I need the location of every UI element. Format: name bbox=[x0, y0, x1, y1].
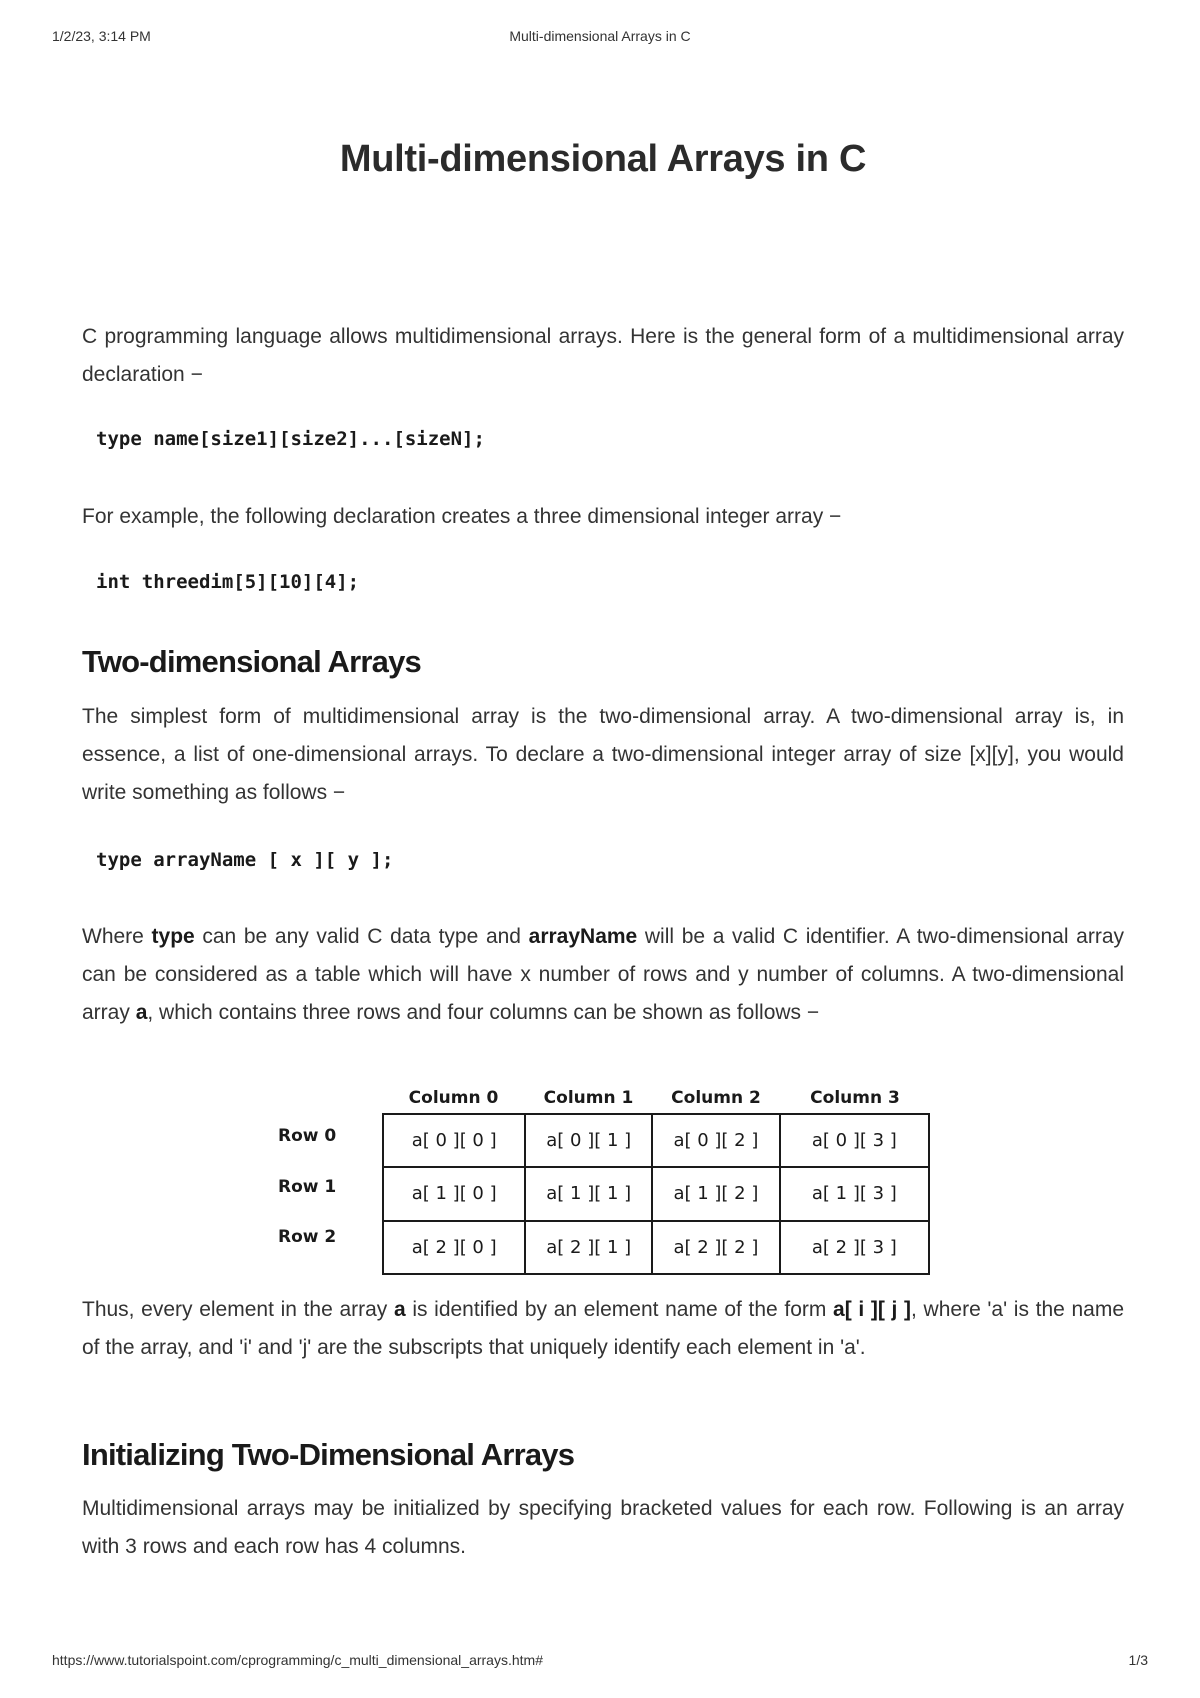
row-header-0: Row 0 bbox=[278, 1126, 337, 1146]
column-header-2: Column 2 bbox=[671, 1088, 761, 1108]
keyword-arrayname: arrayName bbox=[528, 925, 638, 948]
two-dim-paragraph: The simplest form of multidimensional array is the two-dimensional array. A two-dimensional array is, in essence, a list of one-dimensional arrays. To declare a two-dimensional integer array of size [x][y], you would write something as follows − bbox=[82, 705, 1124, 804]
grid-cell: a[ 1 ][ 0 ] bbox=[383, 1167, 525, 1220]
row-header-1: Row 1 bbox=[278, 1177, 337, 1197]
page-number: 1/3 bbox=[1128, 1652, 1148, 1668]
heading-two-dimensional-arrays: Two-dimensional Arrays bbox=[82, 644, 421, 679]
keyword-type: type bbox=[151, 925, 195, 948]
grid-cell: a[ 1 ][ 1 ] bbox=[525, 1167, 652, 1220]
grid-cell: a[ 0 ][ 2 ] bbox=[652, 1114, 780, 1167]
initializing-paragraph: Multidimensional arrays may be initialized by specifying bracketed values for each row. Following is an array with 3 rows and each row has 4 columns. bbox=[82, 1497, 1124, 1558]
keyword-element-form: a[ i ][ j ] bbox=[833, 1298, 912, 1321]
grid-cell: a[ 2 ][ 3 ] bbox=[780, 1221, 929, 1274]
code-general-declaration: type name[size1][size2]...[sizeN]; bbox=[96, 428, 485, 450]
page-title: Multi-dimensional Arrays in C bbox=[339, 138, 867, 180]
grid-cell: a[ 1 ][ 3 ] bbox=[780, 1167, 929, 1220]
print-date: 1/2/23, 3:14 PM bbox=[52, 28, 151, 44]
column-header-3: Column 3 bbox=[810, 1088, 900, 1108]
grid-cell: a[ 2 ][ 2 ] bbox=[652, 1221, 780, 1274]
print-document-title: Multi-dimensional Arrays in C bbox=[509, 28, 691, 44]
code-threedim-declaration: int threedim[5][10][4]; bbox=[96, 571, 360, 593]
grid-cell: a[ 2 ][ 1 ] bbox=[525, 1221, 652, 1274]
two-dim-explanation-paragraph: Where type can be any valid C data type and arrayName will be a valid C identifier. A two-dimensional array can be considered as a table which will have x number of rows and y number of columns. A two-dimensional array a, which contains three rows and four columns can be shown as follows − bbox=[82, 925, 1125, 1024]
column-header-1: Column 1 bbox=[543, 1088, 634, 1108]
element-naming-paragraph: Thus, every element in the array a is identified by an element name of the form a[ i ][ j ], where 'a' is the name of the array, and 'i' and 'j' are the subscripts that uniquely identify each element in 'a'. bbox=[82, 1298, 1124, 1359]
column-header-0: Column 0 bbox=[408, 1088, 499, 1108]
heading-initializing-arrays: Initializing Two-Dimensional Arrays bbox=[82, 1437, 575, 1472]
grid-cell: a[ 0 ][ 0 ] bbox=[383, 1114, 525, 1167]
grid-row bbox=[383, 1167, 929, 1220]
grid-cell: a[ 2 ][ 0 ] bbox=[383, 1221, 525, 1274]
keyword-array-a: a bbox=[393, 1298, 406, 1321]
two-dim-array-figure bbox=[270, 1088, 950, 1288]
intro-paragraph: C programming language allows multidimensional arrays. Here is the general form of a multidimensional array declaration − bbox=[82, 325, 1124, 386]
code-array-name-declaration: type arrayName [ x ][ y ]; bbox=[96, 849, 394, 871]
grid-cell: a[ 0 ][ 3 ] bbox=[780, 1114, 929, 1167]
print-url: https://www.tutorialspoint.com/cprogramming/c_multi_dimensional_arrays.htm# bbox=[52, 1652, 543, 1668]
row-header-2: Row 2 bbox=[278, 1227, 337, 1247]
grid-row bbox=[383, 1114, 929, 1167]
keyword-a: a bbox=[135, 1001, 148, 1024]
grid-cell: a[ 1 ][ 2 ] bbox=[652, 1167, 780, 1220]
grid-row bbox=[383, 1221, 929, 1274]
array-grid bbox=[382, 1113, 930, 1275]
grid-cell: a[ 0 ][ 1 ] bbox=[525, 1114, 652, 1167]
example-paragraph: For example, the following declaration creates a three dimensional integer array − bbox=[82, 505, 842, 528]
